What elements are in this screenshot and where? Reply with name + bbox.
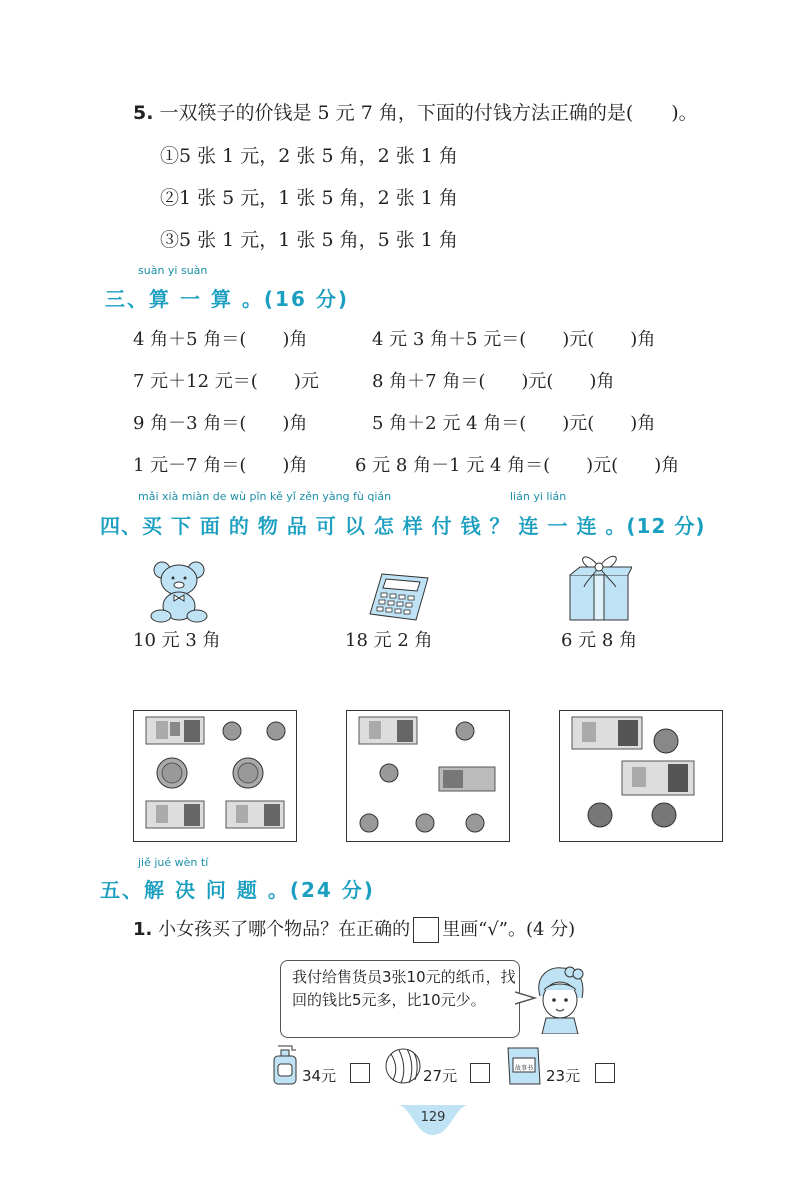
- checkbox-bottle[interactable]: [350, 1063, 370, 1083]
- section-4-pinyin-2: lián yi lián: [510, 490, 567, 503]
- section-5-pinyin: jiě jué wèn tí: [138, 856, 209, 869]
- calc-row-3-left[interactable]: 9 角－3 角＝( )角: [133, 413, 308, 434]
- calculator-icon[interactable]: [368, 572, 430, 622]
- bottle-icon: [270, 1044, 300, 1086]
- section-4-title: 四、买 下 面 的 物 品 可 以 怎 样 付 钱 ？ 连 一 连 。(12 分): [100, 514, 706, 538]
- gift-box-price: 6 元 8 角: [561, 630, 638, 651]
- bottle-price: 34元: [302, 1067, 337, 1085]
- banknote-1-yuan-b: [226, 801, 284, 828]
- calc-row-2-right[interactable]: 8 角＋7 角＝( )元( )角: [372, 371, 615, 392]
- question-5-text: 一双筷子的价钱是 5 元 7 角，下面的付钱方法正确的是( )。: [159, 102, 698, 124]
- storybook-label: 故事书: [514, 1065, 533, 1072]
- question-5-number: 5.: [133, 102, 154, 124]
- section-3-pinyin: suàn yi suàn: [138, 264, 208, 277]
- gift-box-icon[interactable]: [566, 547, 632, 622]
- checkbox-storybook[interactable]: [595, 1063, 615, 1083]
- calc-row-3-right[interactable]: 5 角＋2 元 4 角＝( )元( )角: [372, 413, 656, 434]
- calc-row-1-left[interactable]: 4 角＋5 角＝( )角: [133, 329, 308, 350]
- teddy-bear-icon[interactable]: [148, 558, 210, 624]
- checkbox-watermelon[interactable]: [470, 1063, 490, 1083]
- question-1-text-before: 小女孩买了哪个物品？在正确的: [158, 919, 411, 940]
- teddy-bear-price: 10 元 3 角: [133, 630, 221, 651]
- banknote-1-yuan-a: [146, 801, 204, 828]
- section-5-title: 五、解 决 问 题 。(24 分): [100, 878, 375, 902]
- question-1: [133, 915, 575, 943]
- calculator-price: 18 元 2 角: [345, 630, 433, 651]
- girl-icon: [530, 962, 590, 1034]
- watermelon-icon: [383, 1046, 423, 1086]
- page-number: 129: [420, 1110, 446, 1125]
- question-1-number: 1.: [133, 919, 153, 940]
- question-1-text-after: 里画“√”。(4 分): [442, 919, 576, 940]
- money-option-1[interactable]: [133, 710, 297, 842]
- calc-row-2-left[interactable]: 7 元＋12 元＝( )元: [133, 371, 319, 392]
- calc-row-4-right[interactable]: 6 元 8 角－1 元 4 角＝( )元( )角: [355, 455, 680, 476]
- calc-row-4-left[interactable]: 1 元－7 角＝( )角: [133, 455, 308, 476]
- money-option-3[interactable]: [559, 710, 723, 842]
- calc-row-1-right[interactable]: 4 元 3 角＋5 元＝( )元( )角: [372, 329, 656, 350]
- storybook-price: 23元: [546, 1067, 581, 1085]
- inline-answer-box: [413, 917, 439, 943]
- section-3-title: 三、算 一 算 。(16 分): [105, 287, 349, 311]
- watermelon-price: 27元: [423, 1067, 458, 1085]
- section-4-pinyin: mǎi xià miàn de wù pǐn kě yǐ zěn yàng fù qián: [138, 490, 392, 503]
- q5-option-3[interactable]: ③5 张 1 元，1 张 5 角，5 张 1 角: [160, 229, 458, 251]
- q5-option-1[interactable]: ①5 张 1 元，2 张 5 角，2 张 1 角: [160, 145, 458, 167]
- question-5: [133, 98, 698, 125]
- speech-text: 我付给售货员3张10元的纸币，找回的钱比5元多，比10元少。: [292, 968, 516, 1009]
- banknote-5-yuan: [146, 717, 204, 744]
- money-option-2[interactable]: [346, 710, 510, 842]
- q5-option-2[interactable]: ②1 张 5 元，1 张 5 角，2 张 1 角: [160, 187, 458, 209]
